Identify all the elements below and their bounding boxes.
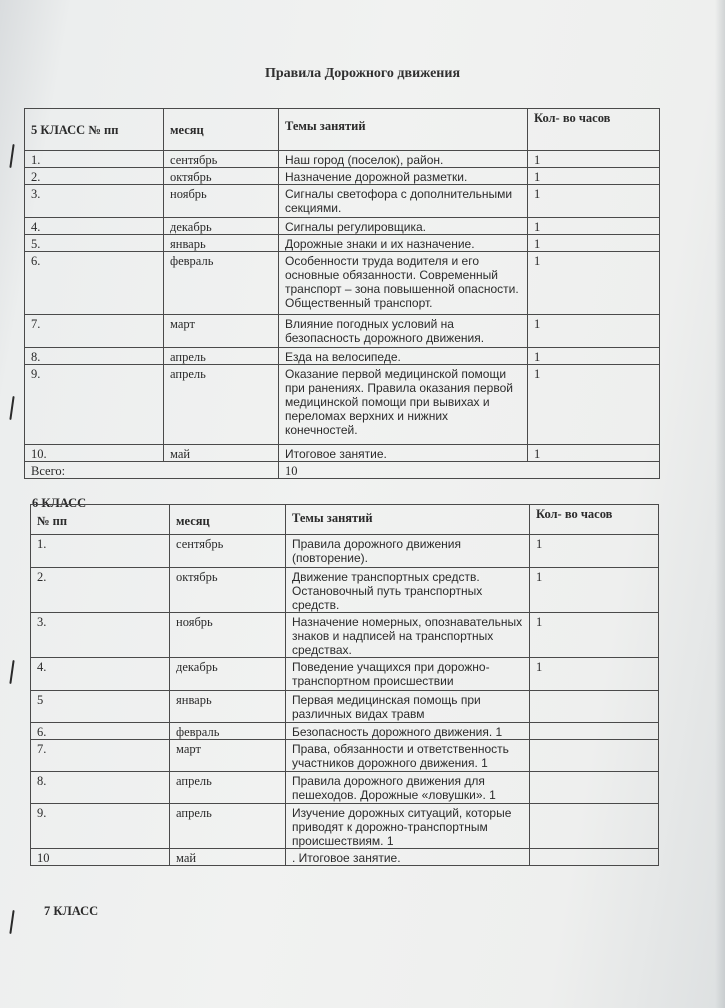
row-hours [530,740,659,772]
table-row [31,723,659,740]
table-row [25,365,660,445]
row-hours [530,723,659,740]
row-hours [530,772,659,804]
row-hours [530,804,659,849]
row-topic: Сигналы регулировщика. [279,218,528,235]
table-row [25,168,660,185]
row-topic: Назначение номерных, опознавательных знаков и надписей на транспортных средствах. [286,613,530,658]
row-topic: Поведение учащихся при дорожно-транспортном происшествии [286,658,530,691]
row-month: май [170,849,286,866]
row-hours: 1 [528,218,660,235]
row-month: октябрь [164,168,279,185]
row-month: май [164,445,279,462]
row-number: 2. [31,568,170,613]
table-row [25,252,660,315]
header-hours: Кол- во часов [530,505,659,535]
table-header-row [31,505,659,535]
table-row [31,772,659,804]
row-month: ноябрь [164,185,279,218]
page-edge-shadow [715,0,725,1008]
row-month: январь [170,691,286,723]
margin-mark [8,660,16,684]
class6-table [30,504,659,866]
total-row [25,462,660,479]
row-topic: Особенности труда водителя и его основные обязанности. Современный транспорт – зона повышенной опасности. Общественный транспорт. [279,252,528,315]
table-row [31,740,659,772]
row-hours: 1 [528,151,660,168]
header-month: месяц [164,109,279,151]
table-row [31,804,659,849]
total-label: Всего: [25,462,279,479]
table-row [31,849,659,866]
row-topic: Дорожные знаки и их назначение. [279,235,528,252]
row-number: 10. [25,445,164,462]
row-hours: 1 [528,168,660,185]
header-hours: Кол- во часов [528,109,660,151]
row-topic: Безопасность дорожного движения. 1 [286,723,530,740]
row-hours: 1 [530,568,659,613]
table-row [25,185,660,218]
class7-label: 7 КЛАСС [44,904,99,918]
row-number: 5. [25,235,164,252]
row-number: 3. [31,613,170,658]
table-row [25,151,660,168]
row-number: 4. [31,658,170,691]
row-month: апрель [170,772,286,804]
table-row [31,568,659,613]
row-topic: Оказание первой медицинской помощи при ранениях. Правила оказания первой медицинской помощи при вывихах и переломах верхних и нижних конечностей. [279,365,528,445]
total-value: 10 [279,462,660,479]
row-number: 4. [25,218,164,235]
row-month: ноябрь [170,613,286,658]
row-number: 3. [25,185,164,218]
row-topic: Влияние погодных условий на безопасность дорожного движения. [279,315,528,348]
row-month: апрель [164,348,279,365]
row-month: март [170,740,286,772]
header-topic: Темы занятий [286,505,530,535]
table-row [25,218,660,235]
row-month: февраль [164,252,279,315]
row-month: март [164,315,279,348]
table-row [25,348,660,365]
row-hours: 1 [528,315,660,348]
table-row [25,315,660,348]
row-topic: Итоговое занятие. [279,445,528,462]
table-row [25,445,660,462]
row-hours [530,849,659,866]
row-topic: Езда на велосипеде. [279,348,528,365]
row-number: 7. [31,740,170,772]
row-number: 9. [31,804,170,849]
row-topic: Первая медицинская помощь при различных видах травм [286,691,530,723]
row-number: 5 [31,691,170,723]
header-num: № пп [31,505,170,535]
row-topic: Назначение дорожной разметки. [279,168,528,185]
header-topic: Темы занятий [279,109,528,151]
row-hours: 1 [530,613,659,658]
page-title: Правила Дорожного движения [264,66,461,81]
row-month: сентябрь [164,151,279,168]
class5-table [24,108,660,479]
table-row [31,613,659,658]
row-topic: Наш город (поселок), район. [279,151,528,168]
margin-mark [8,144,16,168]
row-hours: 1 [528,348,660,365]
row-hours: 1 [528,185,660,218]
row-number: 7. [25,315,164,348]
row-hours: 1 [528,252,660,315]
row-month: апрель [164,365,279,445]
row-number: 8. [31,772,170,804]
header-month: месяц [170,505,286,535]
margin-mark [8,910,16,934]
row-topic: Движение транспортных средств. Остановочный путь транспортных средств. [286,568,530,613]
margin-mark [8,396,16,420]
table-row [31,658,659,691]
row-month: декабрь [170,658,286,691]
row-number: 6. [25,252,164,315]
table-row [31,535,659,568]
row-hours: 1 [530,658,659,691]
row-topic: Правила дорожного движения (повторение). [286,535,530,568]
row-topic: Права, обязанности и ответственность участников дорожного движения. 1 [286,740,530,772]
row-hours [530,691,659,723]
row-hours: 1 [528,235,660,252]
row-number: 9. [25,365,164,445]
row-number: 1. [25,151,164,168]
table-header-row [25,109,660,151]
row-hours: 1 [528,365,660,445]
row-number: 6. [31,723,170,740]
row-topic: Сигналы светофора с дополнительными секциями. [279,185,528,218]
row-number: 8. [25,348,164,365]
row-hours: 1 [528,445,660,462]
row-month: декабрь [164,218,279,235]
row-number: 2. [25,168,164,185]
row-month: сентябрь [170,535,286,568]
header-num: 5 КЛАСС № пп [25,109,164,151]
row-month: январь [164,235,279,252]
table-row [31,691,659,723]
row-month: февраль [170,723,286,740]
row-month: октябрь [170,568,286,613]
row-month: апрель [170,804,286,849]
row-number: 1. [31,535,170,568]
row-topic: Правила дорожного движения для пешеходов. Дорожные «ловушки». 1 [286,772,530,804]
row-topic: . Итоговое занятие. [286,849,530,866]
class6-label: 6 КЛАСС [32,496,87,510]
row-hours: 1 [530,535,659,568]
row-number: 10 [31,849,170,866]
row-topic: Изучение дорожных ситуаций, которые приводят к дорожно-транспортным происшествиям. 1 [286,804,530,849]
table-row [25,235,660,252]
